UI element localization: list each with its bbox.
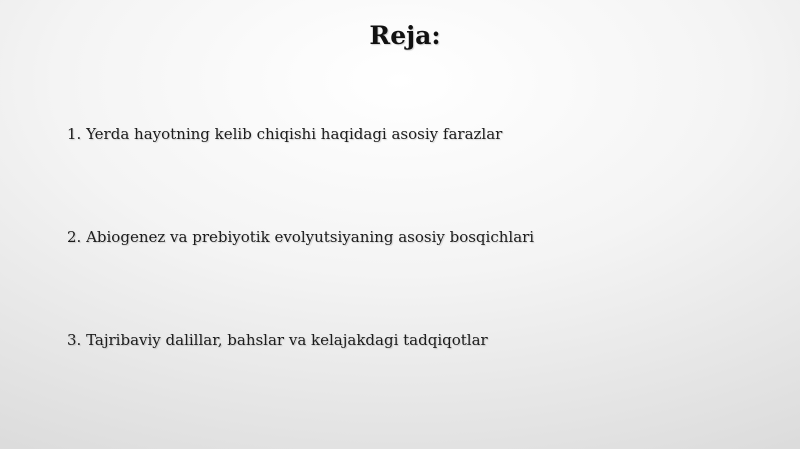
plan-item-3: 3. Tajribaviy dalillar, bahslar va kelajakdagi tadqiqotlar (67, 331, 488, 349)
plan-item-1: 1. Yerda hayotning kelib chiqishi haqidagi asosiy farazlar (67, 125, 503, 143)
slide-title: Reja: (369, 21, 441, 50)
plan-item-2: 2. Abiogenez va prebiyotik evolyutsiyaning asosiy bosqichlari (67, 228, 535, 246)
